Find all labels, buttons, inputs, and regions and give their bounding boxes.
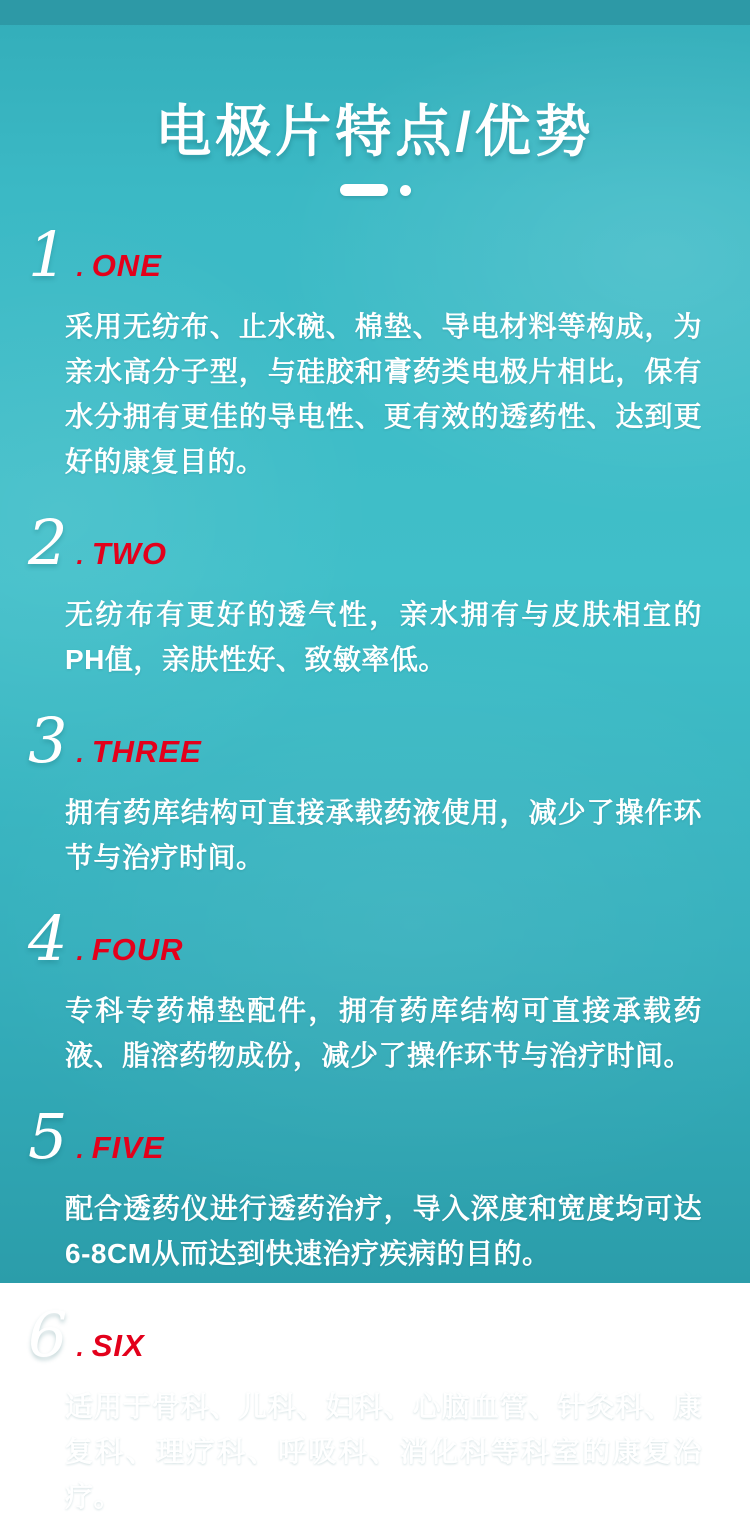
title-underline-bar bbox=[340, 184, 388, 196]
section-six bbox=[28, 1300, 702, 1519]
page-title: 电极片特点/优势 bbox=[155, 100, 595, 163]
section-text: 采用无纺布、止水碗、棉垫、导电材料等构成，为亲水高分子型，与硅胶和膏药类电极片相比，保有水分拥有更佳的导电性、更有效的透药性、达到更好的康复目的。 bbox=[65, 311, 702, 478]
section-heading bbox=[28, 220, 702, 302]
section-heading bbox=[28, 1102, 702, 1184]
section-number: 6 bbox=[28, 1298, 68, 1372]
section-number: 2 bbox=[28, 506, 68, 580]
top-strip bbox=[0, 0, 750, 25]
section-heading bbox=[28, 508, 702, 590]
section-word: SIX bbox=[91, 1328, 145, 1364]
section-number: 3 bbox=[28, 704, 68, 778]
section-separator: . bbox=[76, 1332, 84, 1363]
section-text: 配合透药仪进行透药治疗，导入深度和宽度均可达6-8CM从而达到快速治疗疾病的目的。 bbox=[65, 1193, 702, 1270]
section-word: FOUR bbox=[91, 932, 184, 968]
section-two bbox=[28, 508, 702, 682]
section-heading bbox=[28, 904, 702, 986]
section-number: 1 bbox=[28, 218, 68, 292]
title-underline bbox=[0, 184, 750, 196]
title-underline-dot bbox=[400, 185, 411, 196]
section-word: FIVE bbox=[91, 1130, 165, 1166]
section-word: THREE bbox=[91, 734, 202, 770]
section-separator: . bbox=[76, 936, 84, 967]
feature-sections bbox=[0, 220, 750, 1519]
section-text: 拥有药库结构可直接承载药液使用，减少了操作环节与治疗时间。 bbox=[65, 797, 702, 874]
section-text: 适用于骨科、儿科、妇科、心脑血管、针灸科、康复科、理疗科、呼吸科、消化科等科室的康复治疗。 bbox=[65, 1391, 702, 1513]
section-number: 4 bbox=[28, 902, 68, 976]
section-word: TWO bbox=[91, 536, 167, 572]
section-five bbox=[28, 1102, 702, 1276]
section-heading bbox=[28, 706, 702, 788]
section-text: 无纺布有更好的透气性，亲水拥有与皮肤相宜的PH值，亲肤性好、致敏率低。 bbox=[65, 599, 702, 676]
section-number: 5 bbox=[28, 1100, 68, 1174]
section-word: ONE bbox=[91, 248, 162, 284]
section-one bbox=[28, 220, 702, 484]
section-text: 专科专药棉垫配件，拥有药库结构可直接承载药液、脂溶药物成份，减少了操作环节与治疗时间。 bbox=[65, 995, 702, 1072]
section-four bbox=[28, 904, 702, 1078]
section-heading bbox=[28, 1300, 702, 1382]
section-separator: . bbox=[76, 738, 84, 769]
section-separator: . bbox=[76, 540, 84, 571]
section-three bbox=[28, 706, 702, 880]
section-separator: . bbox=[76, 1134, 84, 1165]
section-separator: . bbox=[76, 252, 84, 283]
